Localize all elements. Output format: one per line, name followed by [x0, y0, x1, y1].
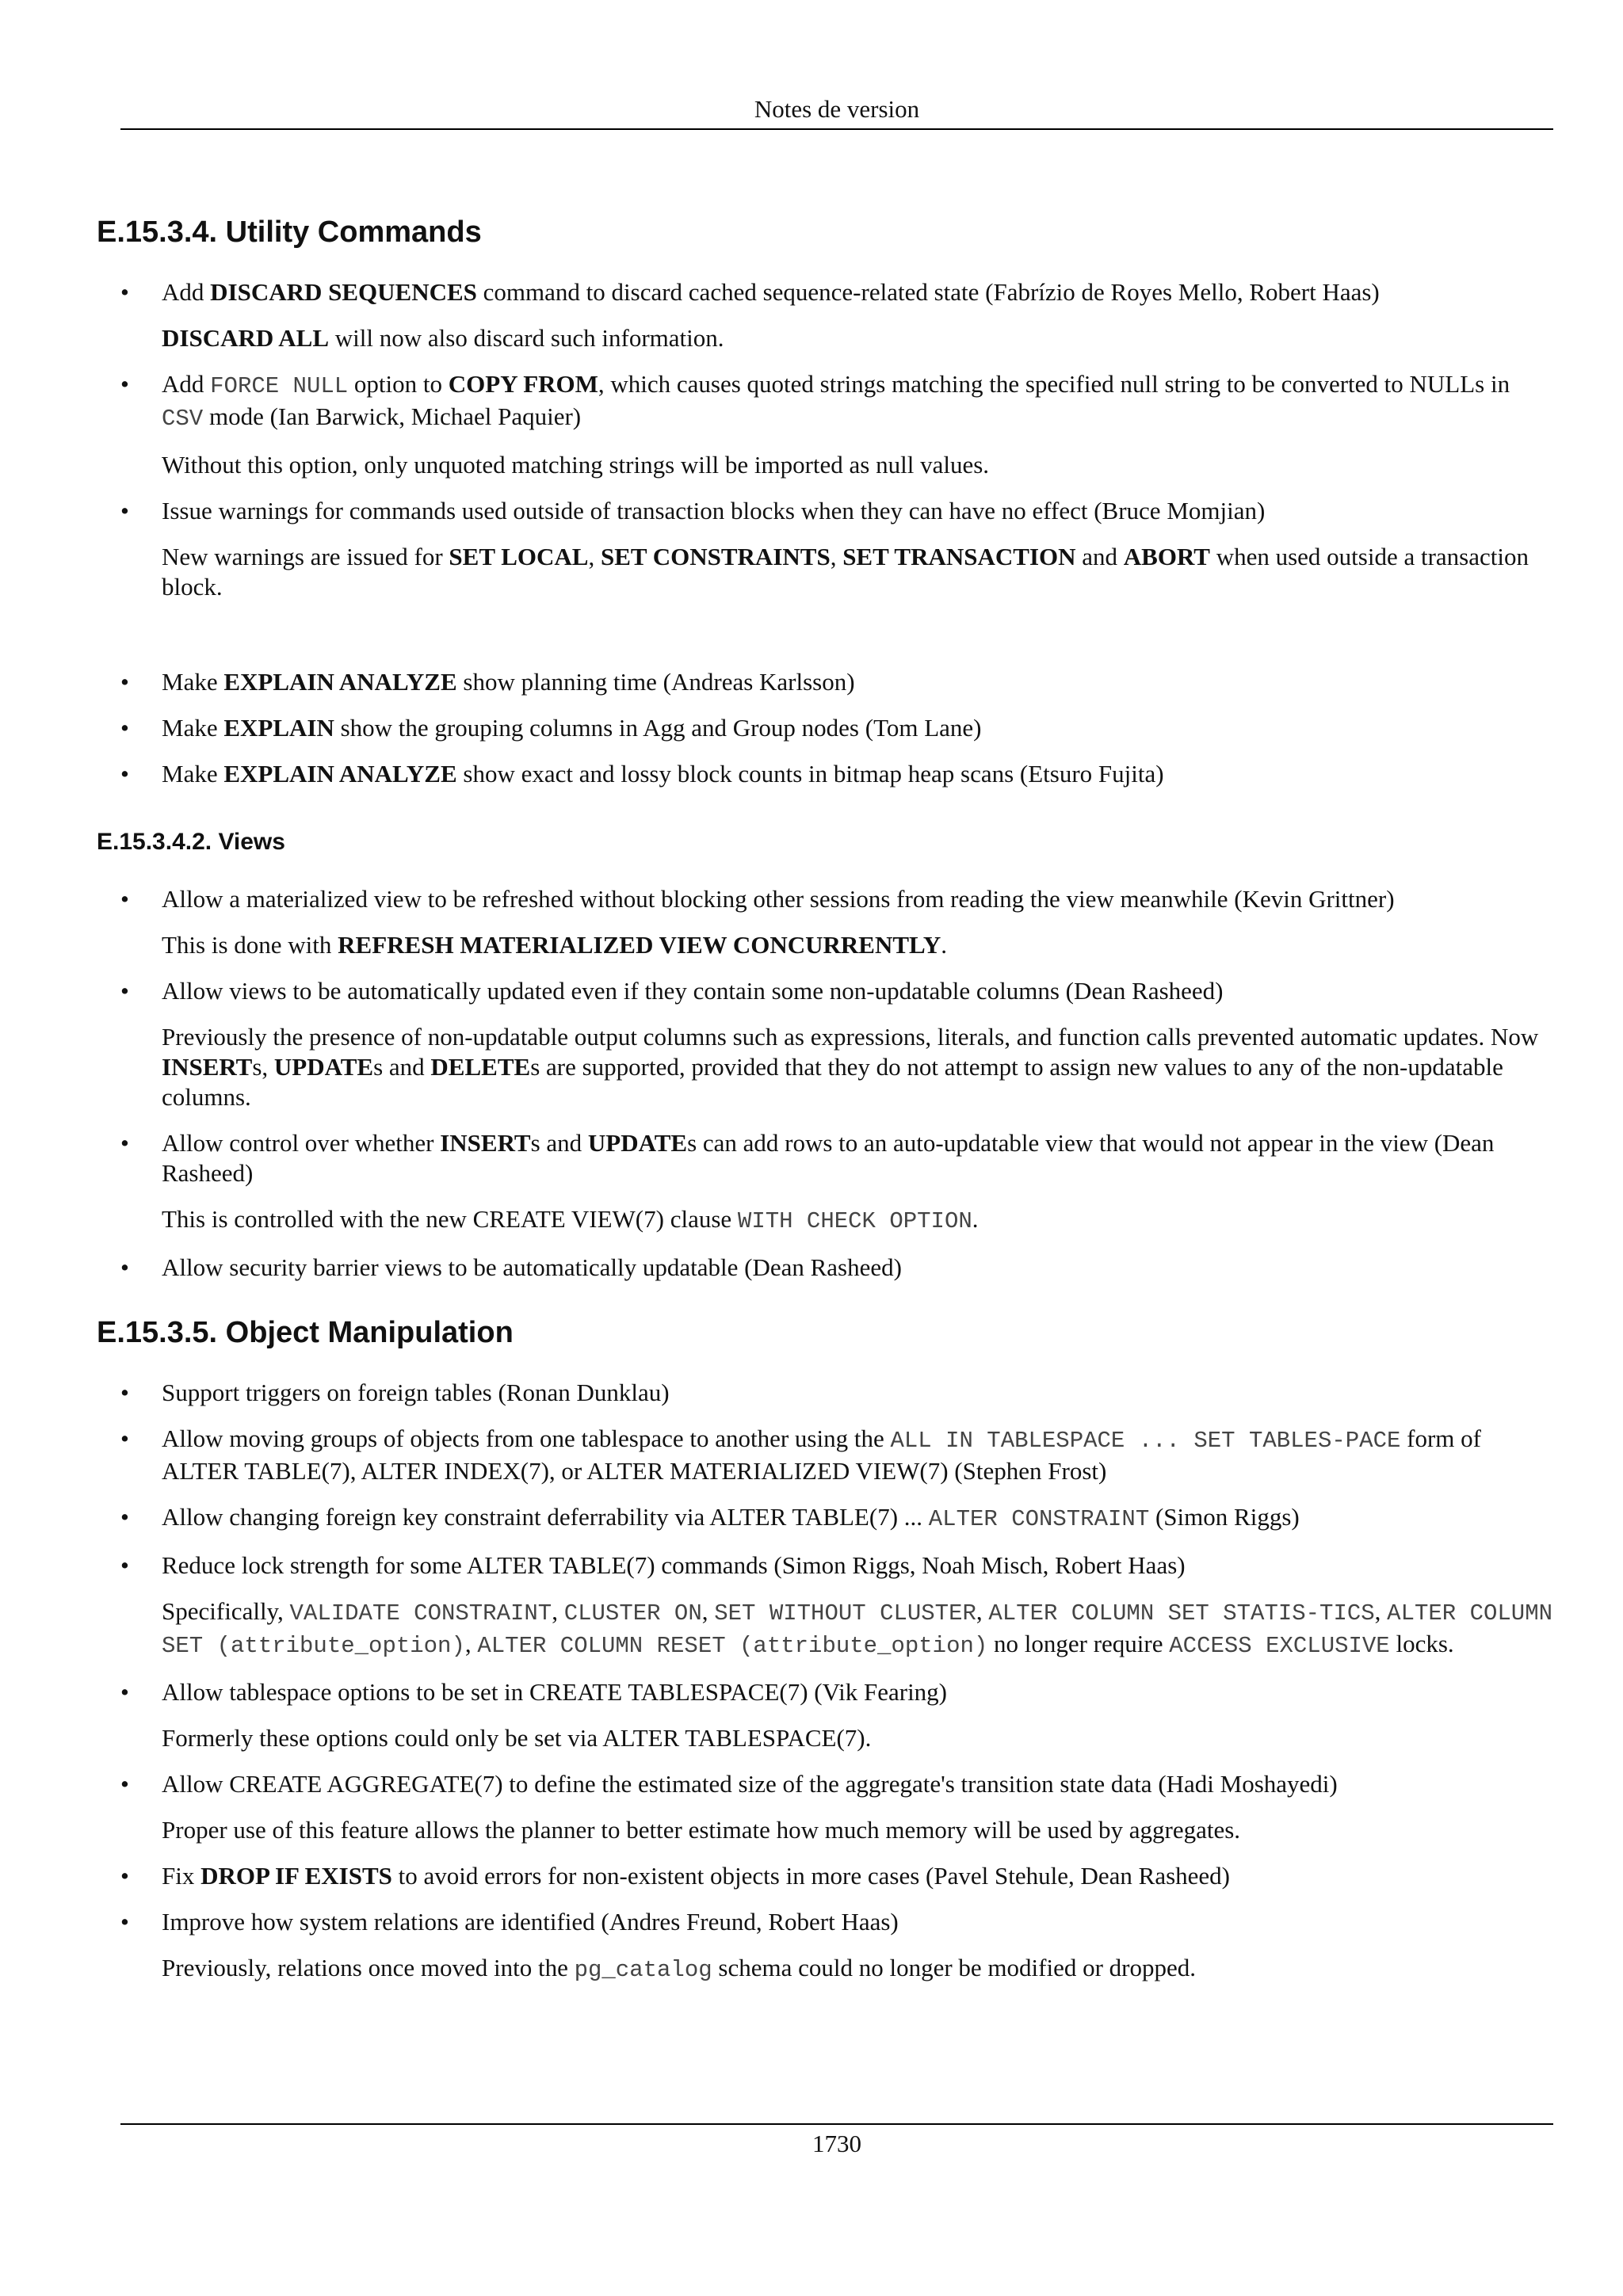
- list-item: • Allow security barrier views to be automatically updatable (Dean Rasheed): [120, 1253, 902, 1281]
- bullet-icon: •: [120, 370, 129, 398]
- list-item: • Add DISCARD SEQUENCES command to discard cached sequence-related state (Fabrízio de Royes Mello, Robert Haas) DISCARD ALL will now also discard such information.: [120, 278, 1380, 352]
- list-item: • Allow control over whether INSERTs and UPDATEs can add rows to an auto-updatable view that would not appear in the view (Dean Rasheed) This is controlled with the new CREATE VIEW(7) clause WITH CHECK OPTION.: [120, 1129, 1495, 1234]
- section-object-manipulation: [97, 1314, 1555, 1985]
- list-item: • Allow views to be automatically updated even if they contain some non-updatable columns (Dean Rasheed) Previously the presence of non-updatable output columns such as expressions, literals, and function calls prevented automatic updates. Now INSERTs, UPDATEs and DELETEs are supported, provided that they do not attempt to assign new values to any of the non-updatable columns.: [120, 977, 1539, 1111]
- bullet-icon: •: [120, 1503, 129, 1531]
- bullet-list: [97, 277, 1555, 602]
- list-item: • Fix DROP IF EXISTS to avoid errors for non-existent objects in more cases (Pavel Stehule, Dean Rasheed): [120, 1862, 1230, 1890]
- bullet-icon: •: [120, 1253, 129, 1281]
- section-title: E.15.3.5. Object Manipulation: [97, 1316, 514, 1349]
- bullet-icon: •: [120, 1379, 129, 1406]
- list-item: • Add FORCE NULL option to COPY FROM, which causes quoted strings matching the specified null string to be converted to NULLs in CSV mode (Ian Barwick, Michael Paquier) Without this option, only unquoted matching strings will be imported as null values.: [120, 370, 1510, 479]
- bullet-icon: •: [120, 1551, 129, 1579]
- bullet-icon: •: [120, 1770, 129, 1798]
- bullet-icon: •: [120, 885, 129, 913]
- list-item: • Support triggers on foreign tables (Ronan Dunklau): [120, 1379, 670, 1406]
- bullet-icon: •: [120, 714, 129, 742]
- list-item: • Make EXPLAIN ANALYZE show planning time (Andreas Karlsson): [120, 668, 855, 696]
- bullet-icon: •: [120, 668, 129, 696]
- section-views: [97, 827, 1555, 1283]
- list-item: • Allow CREATE AGGREGATE(7) to define the estimated size of the aggregate's transition state data (Hadi Moshayedi) Proper use of this feature allows the planner to better estimate how much memory will be used by aggregates.: [120, 1770, 1338, 1844]
- list-item: • Issue warnings for commands used outside of transaction blocks when they can have no effect (Bruce Momjian) New warnings are issued for SET LOCAL, SET CONSTRAINTS, SET TRANSACTION and ABORT when used outside a transaction block.: [120, 497, 1529, 601]
- bullet-icon: •: [120, 1862, 129, 1890]
- bullet-list: [97, 884, 1555, 1283]
- list-item: • Allow changing foreign key constraint deferrability via ALTER TABLE(7) ... ALTER CONSTRAINT (Simon Riggs): [120, 1503, 1300, 1532]
- bullet-list: [97, 1378, 1555, 1985]
- list-item: • Allow moving groups of objects from one tablespace to another using the ALL IN TABLESPACE ... SET TABLES-PACE form of ALTER TABLE(7), ALTER INDEX(7), or ALTER MATERIALIZED VIEW(7) (Stephen Frost): [120, 1425, 1481, 1485]
- bullet-icon: •: [120, 1425, 129, 1452]
- list-item: • Allow tablespace options to be set in CREATE TABLESPACE(7) (Vik Fearing) Formerly these options could only be set via ALTER TABLESPACE(7).: [120, 1678, 948, 1752]
- footer-rule: [120, 2123, 1553, 2125]
- list-item: • Make EXPLAIN ANALYZE show exact and lossy block counts in bitmap heap scans (Etsuro Fujita): [120, 760, 1164, 788]
- list-item: • Reduce lock strength for some ALTER TABLE(7) commands (Simon Riggs, Noah Misch, Robert Haas) Specifically, VALIDATE CONSTRAINT, CLUSTER ON, SET WITHOUT CLUSTER, ALTER COLUMN SET STATIS-TICS, ALTER COLUMN SET (attribute_option), ALTER COLUMN RESET (attribute_option) no longer require ACCESS EXCLUSIVE locks.: [120, 1551, 1553, 1659]
- running-header: Notes de version: [754, 95, 920, 123]
- section-utility-commands: [97, 214, 1555, 789]
- list-item: • Make EXPLAIN show the grouping columns in Agg and Group nodes (Tom Lane): [120, 714, 982, 742]
- bullet-list: [97, 667, 1555, 789]
- bullet-icon: •: [120, 1678, 129, 1706]
- subsection-title: E.15.3.4.2. Views: [97, 829, 285, 855]
- header-rule: [120, 128, 1553, 130]
- section-title: E.15.3.4. Utility Commands: [97, 215, 482, 249]
- bullet-icon: •: [120, 977, 129, 1005]
- bullet-icon: •: [120, 278, 129, 306]
- bullet-icon: •: [120, 1129, 129, 1157]
- bullet-icon: •: [120, 1908, 129, 1936]
- bullet-icon: •: [120, 760, 129, 788]
- list-item: • Improve how system relations are identified (Andres Freund, Robert Haas) Previously, relations once moved into the pg_catalog schema could no longer be modified or dropped.: [120, 1908, 1196, 1983]
- page-body: [97, 214, 1555, 2001]
- bullet-icon: •: [120, 497, 129, 524]
- list-item: • Allow a materialized view to be refreshed without blocking other sessions from reading the view meanwhile (Kevin Grittner) This is done with REFRESH MATERIALIZED VIEW CONCURRENTLY.: [120, 885, 1395, 959]
- page-number: 1730: [812, 2130, 861, 2157]
